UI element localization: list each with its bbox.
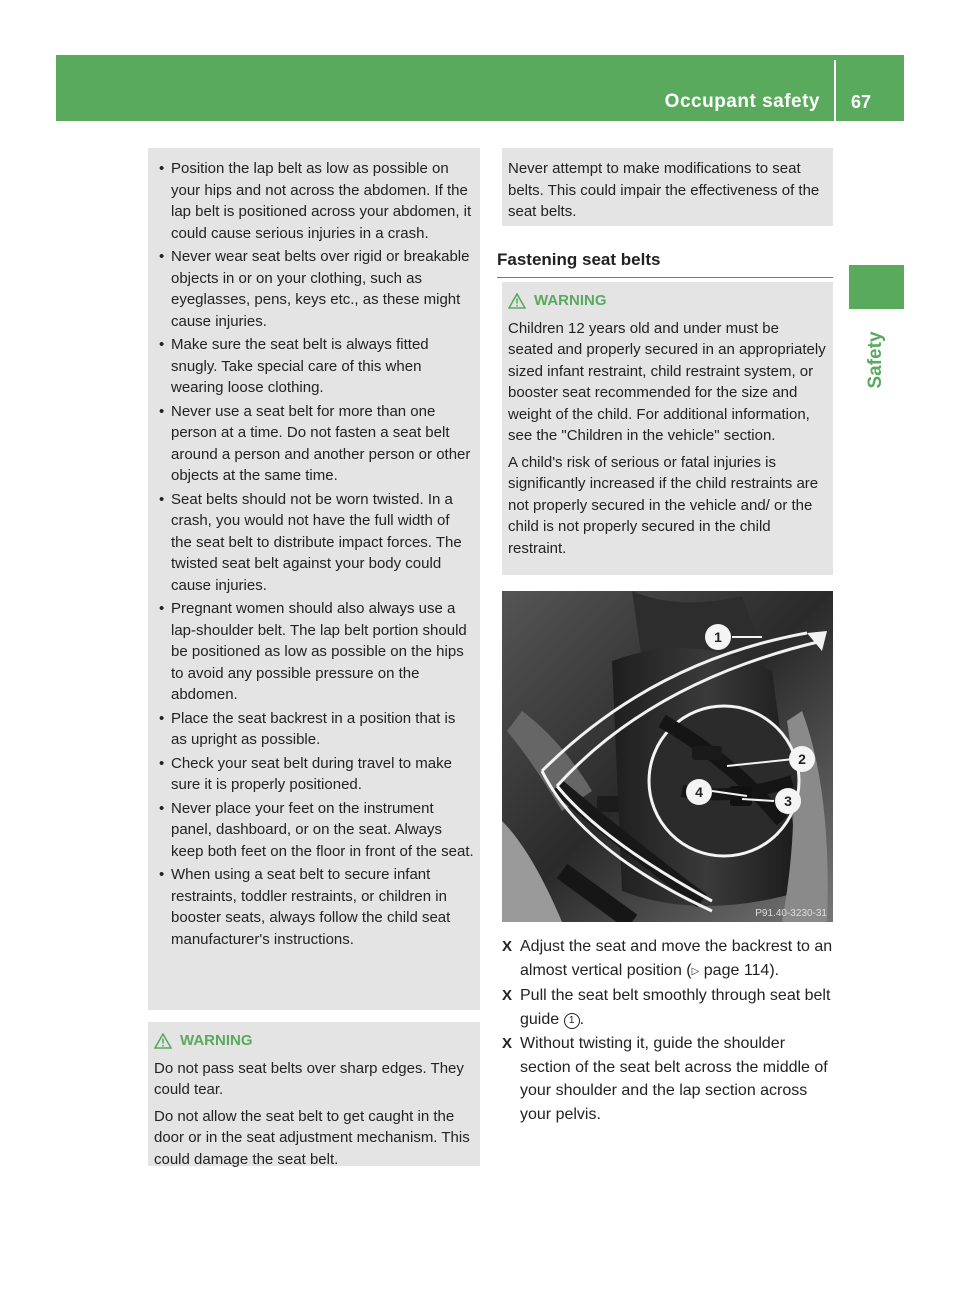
list-item: • Never use a seat belt for more than one person at a time. Do not fasten a seat belt around a person and another person or other objects at the same time. <box>154 401 474 487</box>
step-text-page-ref[interactable]: page 114). <box>699 961 780 979</box>
step-marker: X <box>502 987 513 1004</box>
list-item: • Pregnant women should also always use a lap-shoulder belt. The lap belt portion should be positioned as low as possible on the hips to avoid any possible pressure on the abdomen. <box>154 598 474 706</box>
seat-belt-illustration <box>502 591 833 922</box>
step-marker: X <box>502 938 513 955</box>
warning-box-sharp-edges <box>148 1022 480 1166</box>
svg-text:1: 1 <box>714 629 722 645</box>
precautions-box <box>148 148 480 1010</box>
chapter-tab <box>849 265 904 309</box>
callout-3 <box>775 788 801 814</box>
list-item: • Never place your feet on the instrument panel, dashboard, or on the seat. Always keep both feet on the floor in front of the seat. <box>154 798 474 863</box>
figure-code: P91.40-3230-31 <box>755 908 827 919</box>
warning-triangle-icon <box>154 1033 172 1049</box>
warning-text: Do not allow the seat belt to get caught in the door or in the seat adjustment mechanism. This could damage the seat belt. <box>154 1107 470 1168</box>
callout-1 <box>705 624 731 650</box>
list-item: • When using a seat belt to secure infant restraints, toddler restraints, or children in booster seats, always follow the child seat manufacturer's instructions. <box>154 864 474 950</box>
step-text: Pull the seat belt smoothly through seat belt guide <box>520 987 831 1028</box>
warning-text: Children 12 years old and under must be seated and properly secured in an appropriately sized infant restraint, child restraint system, or booster seat recommended for the size and weight of the child. For additional information, see the "Children in the vehicle" section. <box>508 319 826 444</box>
instruction-steps <box>500 935 836 1127</box>
list-item: • Position the lap belt as low as possible on your hips and not across the abdomen. If the lap belt is positioned across your abdomen, it could cause serious injuries in a crash. <box>154 158 474 244</box>
instruction-step <box>500 984 836 1031</box>
page-ref-arrow-icon: ▷ <box>691 965 700 977</box>
modification-note-box <box>502 148 833 226</box>
chapter-label <box>848 318 904 408</box>
callout-2 <box>789 746 815 772</box>
warning-text: Do not pass seat belts over sharp edges. They could tear. <box>154 1059 464 1098</box>
svg-text:2: 2 <box>798 751 806 767</box>
warning-label: WARNING <box>180 1032 253 1049</box>
svg-text:4: 4 <box>695 784 703 800</box>
warning-header <box>508 290 827 312</box>
header-divider <box>834 60 836 121</box>
list-item: • Never wear seat belts over rigid or breakable objects in or on your clothing, such as eyeglasses, pens, keys etc., as these might cause injuries. <box>154 246 474 332</box>
precautions-list <box>154 158 474 950</box>
step-marker: X <box>502 1035 513 1052</box>
section-title: Occupant safety <box>664 91 820 112</box>
warning-text: A child's risk of serious or fatal injuries is significantly increased if the child restraints are not properly secured in the vehicle and/ or the child is not properly secured in the child restraint. <box>508 453 819 557</box>
note-text: Never attempt to make modifications to seat belts. This could impair the effectiveness of the seat belts. <box>508 160 820 220</box>
svg-text:3: 3 <box>784 793 792 809</box>
seat-belt-figure <box>502 591 833 922</box>
warning-header <box>154 1030 474 1052</box>
chapter-label-text: Safety <box>865 331 886 389</box>
step-text: Without twisting it, guide the shoulder section of the seat belt across the middle of your shoulder and the lap section across your pelvis. <box>520 1035 828 1123</box>
header-bar <box>56 55 904 121</box>
instruction-step <box>500 1032 836 1126</box>
list-item: • Place the seat backrest in a position that is as upright as possible. <box>154 708 474 751</box>
step-text: . <box>579 1010 585 1028</box>
page-number: 67 <box>850 92 871 112</box>
step-text: Adjust the seat and move the backrest to an almost vertical position ( <box>520 938 833 979</box>
warning-box-children <box>502 282 833 575</box>
callout-ref-1: 1 <box>564 1013 580 1029</box>
section-heading: Fastening seat belts <box>497 250 833 278</box>
list-item: • Check your seat belt during travel to make sure it is properly positioned. <box>154 753 474 796</box>
list-item: • Make sure the seat belt is always fitted snugly. Take special care of this when wearing loose clothing. <box>154 334 474 399</box>
warning-triangle-icon <box>508 293 526 309</box>
list-item: • Seat belts should not be worn twisted. In a crash, you would not have the full width of the seat belt to distribute impact forces. The twisted seat belt against your body could cause injuries. <box>154 489 474 597</box>
callout-4 <box>686 779 712 805</box>
warning-label: WARNING <box>534 292 607 309</box>
instruction-step <box>500 935 836 983</box>
